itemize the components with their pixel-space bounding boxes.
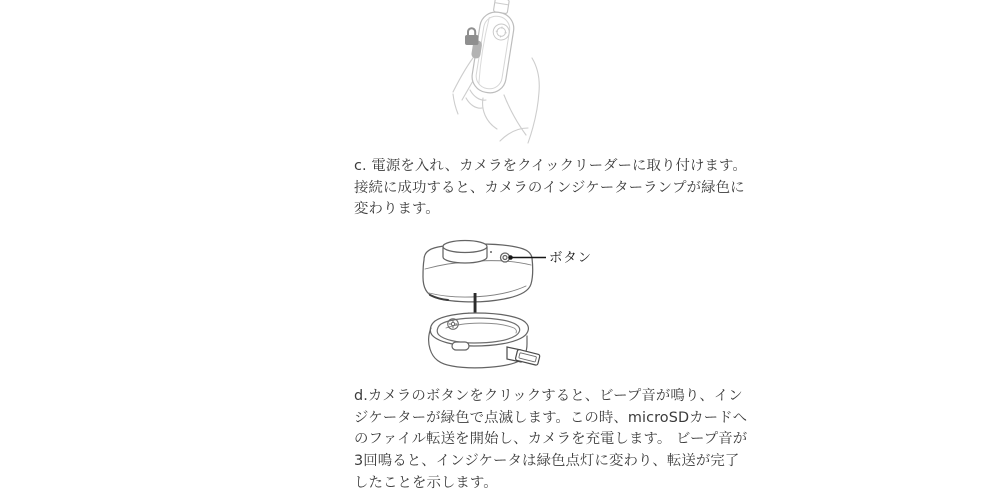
button-callout-label: ボタン [549,250,592,266]
reader-dock [429,313,541,368]
camera-button [501,253,510,262]
step-d-line-1: d.カメラのボタンをクリックすると、ビープ音が鳴り、イン [354,388,743,404]
step-d-line-2: ジケーターが緑色で点滅します。この時、microSDカードへ [354,409,748,426]
step-c-line-2: 接続に成功すると、カメラのインジケーターランプが緑色に [354,179,745,196]
camera-lens [443,241,487,264]
quick-reader-device [466,0,518,95]
step-c-line-1: c. 電源を入れ、カメラをクイックリーダーに取り付けます。 [354,158,747,174]
step-d-line-4: 3回鳴ると、インジケータは緑色点灯に変わり、転送が完了 [354,453,740,470]
camera-unit [423,241,533,302]
lock-icon [465,28,479,45]
step-c-paragraph [354,156,774,221]
usb-connector [507,347,540,365]
step-d-paragraph [354,386,774,494]
step-d-line-5: したことを示します。 [354,474,498,491]
step-d-line-3: のファイル転送を開始し、カメラを充電します。 ビープ音が [354,431,748,448]
dock-release-button [452,342,469,350]
figure-hand-holding-reader [408,0,593,152]
step-c-line-3: 変わります。 [354,201,440,218]
